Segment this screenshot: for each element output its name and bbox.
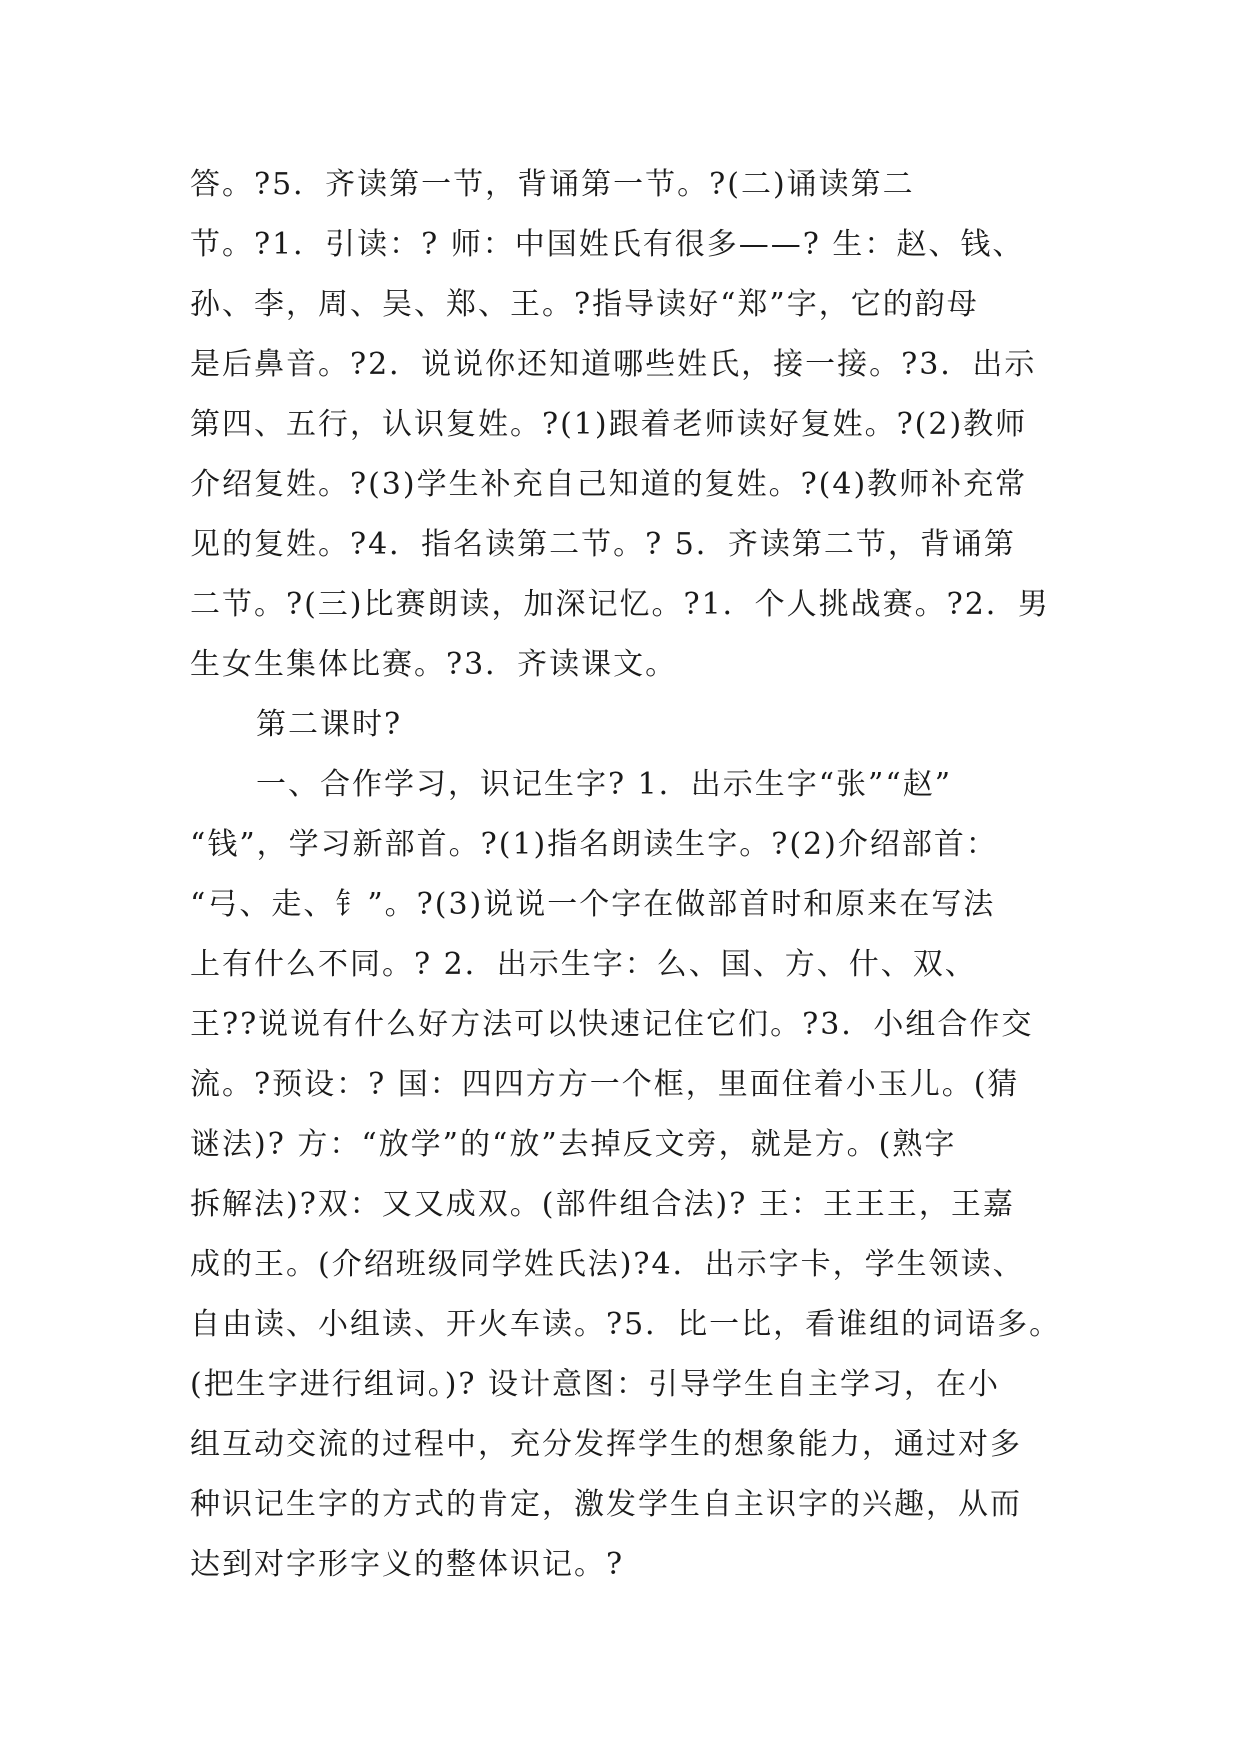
- text-line: 王??说说有什么好方法可以快速记住它们。?3．小组合作交: [190, 1007, 1034, 1042]
- text-line: “弓、走、钅”。?(3)说说一个字在做部首时和原来在写法: [190, 887, 996, 922]
- text-line: 种识记生字的方式的肯定，激发学生自主识字的兴趣，从而: [190, 1487, 1022, 1522]
- text-line: 见的复姓。?4．指名读第二节。? 5．齐读第二节，背诵第: [190, 527, 1016, 562]
- text-line: 第四、五行，认识复姓。?(1)跟着老师读好复姓。?(2)教师: [190, 407, 1028, 442]
- text-line: 拆解法)?双：又又成双。(部件组合法)? 王：王王王，王嘉: [190, 1187, 1015, 1222]
- text-line: 自由读、小组读、开火车读。?5．比一比，看谁组的词语多。: [190, 1307, 1062, 1342]
- text-line: 生女生集体比赛。?3．齐读课文。: [190, 647, 678, 682]
- text-line: 答。?5．齐读第一节，背诵第一节。?(二)诵读第二: [190, 167, 915, 202]
- text-line: 一、合作学习，识记生字? 1．出示生字“张”“赵”: [256, 767, 953, 802]
- text-line: 上有什么不同。? 2．出示生字：么、国、方、什、双、: [190, 947, 977, 982]
- body-text: [190, 155, 1060, 1595]
- text-line: (把生字进行组词。)? 设计意图：引导学生自主学习，在小: [190, 1367, 1001, 1402]
- text-line: 谜法)? 方：“放学”的“放”去掉反文旁，就是方。(熟字: [190, 1127, 957, 1162]
- text-line: 达到对字形字义的整体识记。?: [190, 1547, 625, 1582]
- text-line: 介绍复姓。?(3)学生补充自己知道的复姓。?(4)教师补充常: [190, 467, 1028, 502]
- text-line: 是后鼻音。?2．说说你还知道哪些姓氏，接一接。?3．出示: [190, 347, 1037, 382]
- text-line: 孙、李，周、吴、郑、王。?指导读好“郑”字，它的韵母: [190, 287, 979, 322]
- text-line: 组互动交流的过程中，充分发挥学生的想象能力，通过对多: [190, 1427, 1022, 1462]
- text-line: 流。?预设：? 国：四四方方一个框，里面住着小玉儿。(猜: [190, 1067, 1020, 1102]
- text-line: 二节。?(三)比赛朗读，加深记忆。?1．个人挑战赛。?2．男: [190, 587, 1050, 622]
- text-line: 节。?1．引读：? 师：中国姓氏有很多——? 生：赵、钱、: [190, 227, 1025, 262]
- text-line: “钱”，学习新部首。?(1)指名朗读生字。?(2)介绍部首：: [190, 827, 998, 862]
- section-heading: 第二课时?: [256, 707, 403, 742]
- text-line: 成的王。(介绍班级同学姓氏法)?4．出示字卡，学生领读、: [190, 1247, 1025, 1282]
